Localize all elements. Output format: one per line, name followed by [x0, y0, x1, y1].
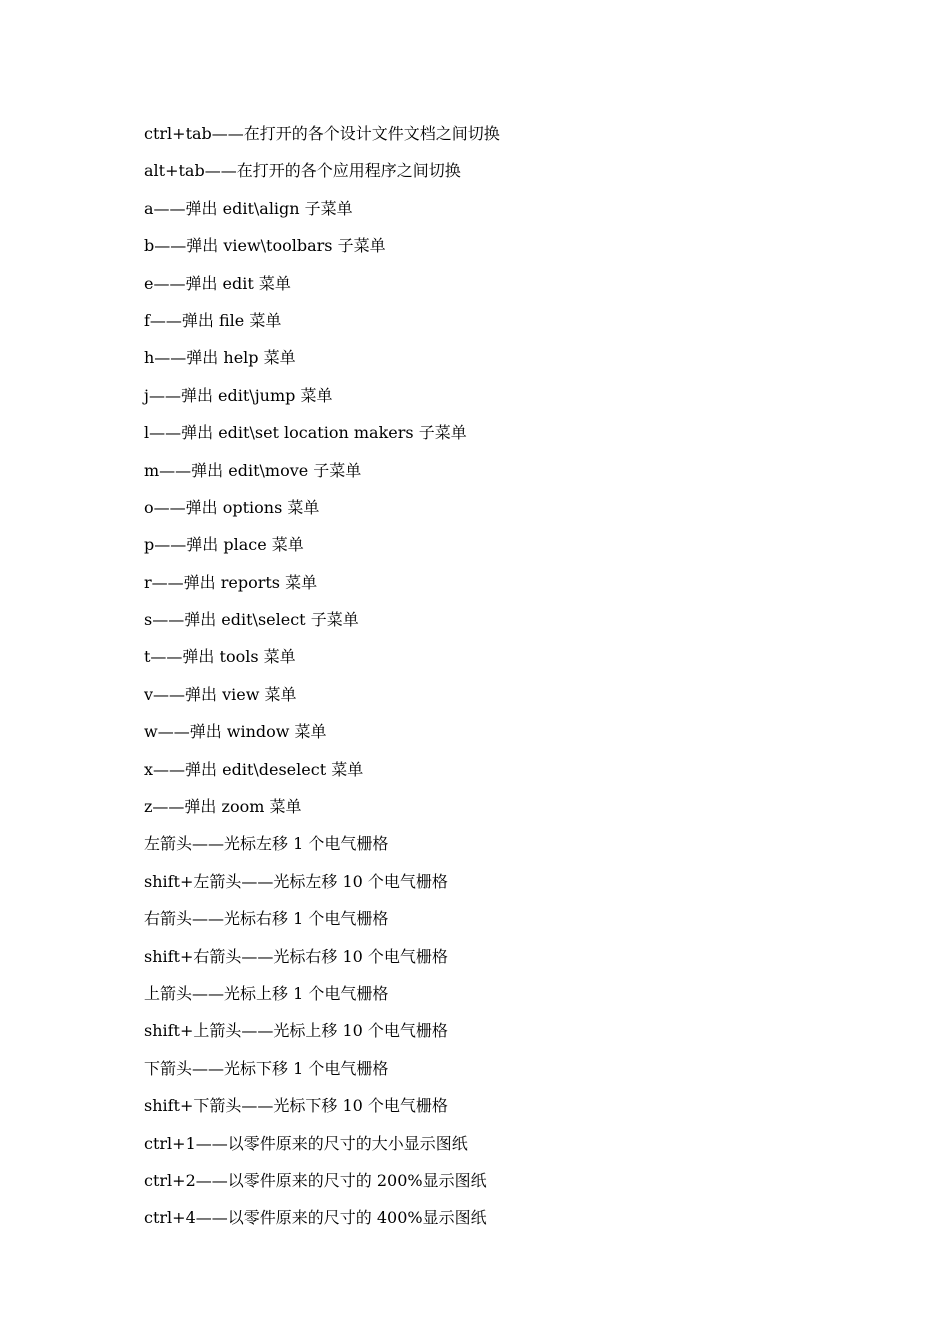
shortcut-line: p——弹出 place 菜单 [144, 535, 304, 555]
shortcut-line: t——弹出 tools 菜单 [144, 647, 296, 667]
shortcut-list [144, 122, 500, 1244]
shortcut-line: ctrl+4——以零件原来的尺寸的 400%显示图纸 [144, 1208, 487, 1228]
shortcut-line: b——弹出 view\toolbars 子菜单 [144, 236, 386, 256]
shortcut-line: r——弹出 reports 菜单 [144, 572, 318, 592]
shortcut-line: shift+上箭头——光标上移 10 个电气栅格 [144, 1021, 448, 1041]
shortcut-line: m——弹出 edit\move 子菜单 [144, 460, 362, 480]
shortcut-line: v——弹出 view 菜单 [144, 684, 297, 704]
shortcut-line: ctrl+tab——在打开的各个设计文件文档之间切换 [144, 124, 500, 143]
shortcut-line: z——弹出 zoom 菜单 [144, 797, 302, 817]
shortcut-line: 下箭头——光标下移 1 个电气栅格 [144, 1058, 389, 1078]
shortcut-line: alt+tab——在打开的各个应用程序之间切换 [144, 161, 461, 181]
shortcut-line: shift+下箭头——光标下移 10 个电气栅格 [144, 1096, 448, 1116]
shortcut-line: ctrl+2——以零件原来的尺寸的 200%显示图纸 [144, 1170, 487, 1190]
shortcut-line: 左箭头——光标左移 1 个电气栅格 [144, 834, 389, 854]
shortcut-line: l——弹出 edit\set location makers 子菜单 [144, 423, 467, 443]
shortcut-line: a——弹出 edit\align 子菜单 [144, 198, 353, 218]
shortcut-line: shift+左箭头——光标左移 10 个电气栅格 [144, 871, 448, 891]
shortcut-line: f——弹出 file 菜单 [144, 310, 282, 330]
shortcut-line: o——弹出 options 菜单 [144, 497, 320, 517]
shortcut-line: 上箭头——光标上移 1 个电气栅格 [144, 983, 389, 1003]
shortcut-line: ctrl+1——以零件原来的尺寸的大小显示图纸 [144, 1133, 468, 1153]
shortcut-line: j——弹出 edit\jump 菜单 [144, 385, 333, 405]
shortcut-line: w——弹出 window 菜单 [144, 722, 327, 742]
shortcut-line: 右箭头——光标右移 1 个电气栅格 [144, 909, 389, 929]
shortcut-line: shift+右箭头——光标右移 10 个电气栅格 [144, 946, 448, 966]
shortcut-line: h——弹出 help 菜单 [144, 348, 296, 368]
shortcut-line: s——弹出 edit\select 子菜单 [144, 610, 359, 630]
shortcut-line: x——弹出 edit\deselect 菜单 [144, 759, 364, 779]
shortcut-line: e——弹出 edit 菜单 [144, 273, 291, 293]
